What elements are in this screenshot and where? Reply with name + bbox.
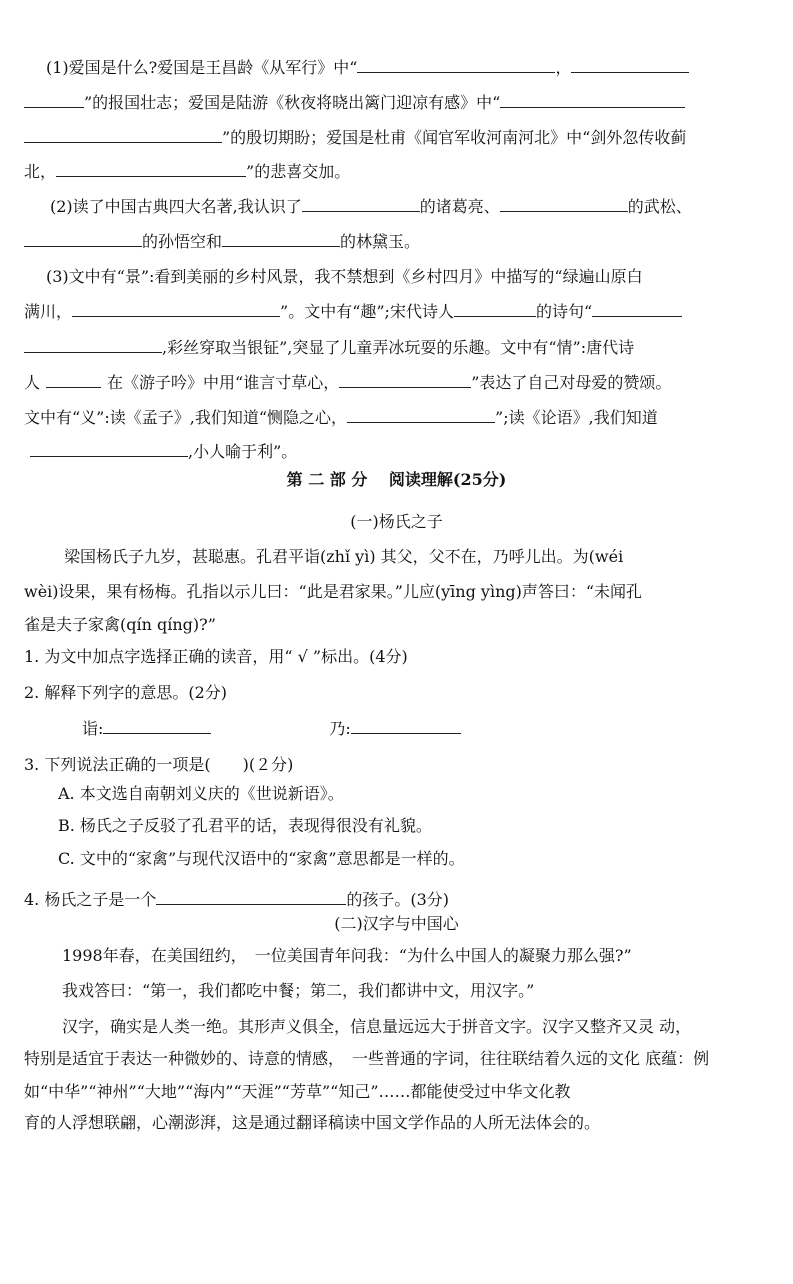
q1-line3: ”的殷切期盼；爱国是杜甫《闻官军收河南河北》中“剑外忽传收蓟 (24, 127, 686, 149)
passage2-line1: 1998年春，在美国纽约， 一位美国青年问我：“为什么中国人的凝聚力那么强?” (62, 946, 632, 965)
passage1-line2: wèi)设果，果有杨梅。孔指以示儿曰：“此是君家果。”儿应(yīng yìng)声答曰：“未闻孔 (24, 582, 643, 601)
answer-blank[interactable] (24, 93, 84, 108)
answer-blank[interactable] (156, 890, 346, 905)
passage2-line6: 育的人浮想联翩，心潮澎湃，这是通过翻译稿读中国文学作品的人所无法体会的。 (24, 1113, 601, 1132)
q2-line2: 的孙悟空和 的林黛玉。 (24, 231, 420, 253)
q1-line4: 北， ”的悲喜交加。 (24, 162, 351, 181)
q3-line6: ,小人喻于利”。 (30, 441, 297, 463)
q1-line2: ”的报国壮志；爱国是陆游《秋夜将晓出篱门迎凉有感》中“ (24, 92, 685, 114)
question-2: 2. 解释下列字的意思。(2分) (24, 683, 228, 702)
answer-blank[interactable] (24, 338, 162, 353)
option-a: A. 本文选自南朝刘义庆的《世说新语》。 (58, 784, 344, 803)
answer-blank[interactable] (56, 162, 246, 177)
answer-blank[interactable] (30, 442, 188, 457)
part2-title: 第 二 部 分 阅读理解(25分) (286, 470, 507, 489)
q3-line5: 文中有“义”:读《孟子》,我们知道“恻隐之心， ”;读《论语》,我们知道 (24, 408, 658, 427)
section1-title: (一)杨氏之子 (350, 512, 443, 531)
passage2-line4: 特别是适宜于表达一种微妙的、诗意的情感， 一些普通的字词，往往联结着久远的文化 底蕴：例 (24, 1049, 710, 1068)
q3-line3: ,彩丝穿取当银钲”,突显了儿童弄冰玩耍的乐趣。文中有“情”:唐代诗 (24, 337, 634, 359)
option-b: B. 杨氏之子反驳了孔君平的话，表现得很没有礼貌。 (58, 816, 432, 835)
passage2-line2: 我戏答曰：“第一，我们都吃中餐；第二，我们都讲中文，用汉字。” (62, 981, 535, 1000)
answer-blank[interactable] (339, 373, 471, 388)
answer-blank[interactable] (72, 302, 280, 317)
answer-blank[interactable] (302, 197, 420, 212)
option-c: C. 文中的“家禽”与现代汉语中的“家禽”意思都是一样的。 (58, 849, 465, 868)
answer-blank[interactable] (454, 302, 536, 317)
q3-line1: (3)文中有“景”:看到美丽的乡村风景，我不禁想到《乡村四月》中描写的“绿遍山原白 (46, 267, 643, 286)
answer-blank[interactable] (103, 719, 211, 734)
answer-blank[interactable] (571, 58, 689, 73)
passage1-line1: 梁国杨氏子九岁，甚聪惠。孔君平诣(zhǐ yì) 其父，父不在，乃呼儿出。为(wéi (64, 547, 624, 566)
answer-blank[interactable] (24, 232, 142, 247)
answer-blank[interactable] (500, 197, 628, 212)
question-1: 1. 为文中加点字选择正确的读音，用“ √ ”标出。(4分) (24, 647, 408, 666)
answer-blank[interactable] (592, 302, 682, 317)
q1-line1: (1)爱国是什么?爱国是王昌龄《从军行》中“ ， (46, 57, 689, 79)
question-4: 4. 杨氏之子是一个 的孩子。(3分) (24, 890, 450, 909)
answer-blank[interactable] (24, 128, 222, 143)
answer-blank[interactable] (500, 93, 685, 108)
question-2-answers: 诣: 乃: (82, 718, 461, 740)
answer-blank[interactable] (357, 58, 555, 73)
q2-line1: (2)读了中国古典四大名著,我认识了 的诸葛亮、 的武松、 (50, 197, 692, 216)
passage1-line3: 雀是夫子家禽(qín qíng)?” (24, 615, 216, 634)
question-3: 3. 下列说法正确的一项是( )(２分) (24, 755, 294, 774)
answer-blank[interactable] (222, 232, 340, 247)
passage2-line5: 如“中华”“神州”“大地”“海内”“天涯”“芳草”“知己”……都能使受过中华文化教 (24, 1082, 571, 1101)
answer-blank[interactable] (46, 373, 101, 388)
answer-blank[interactable] (351, 719, 461, 734)
q3-line2: 满川， ”。文中有“趣”;宋代诗人 的诗句“ (24, 301, 682, 323)
section2-title: (二)汉字与中国心 (334, 914, 459, 933)
q3-line4: 人 在《游子吟》中用“谁言寸草心， ”表达了自己对母爱的赞颂。 (24, 373, 672, 392)
answer-blank[interactable] (347, 408, 495, 423)
passage2-line3: 汉字，确实是人类一绝。其形声义俱全，信息量远远大于拼音文字。汉字又整齐又灵 动， (62, 1017, 692, 1036)
